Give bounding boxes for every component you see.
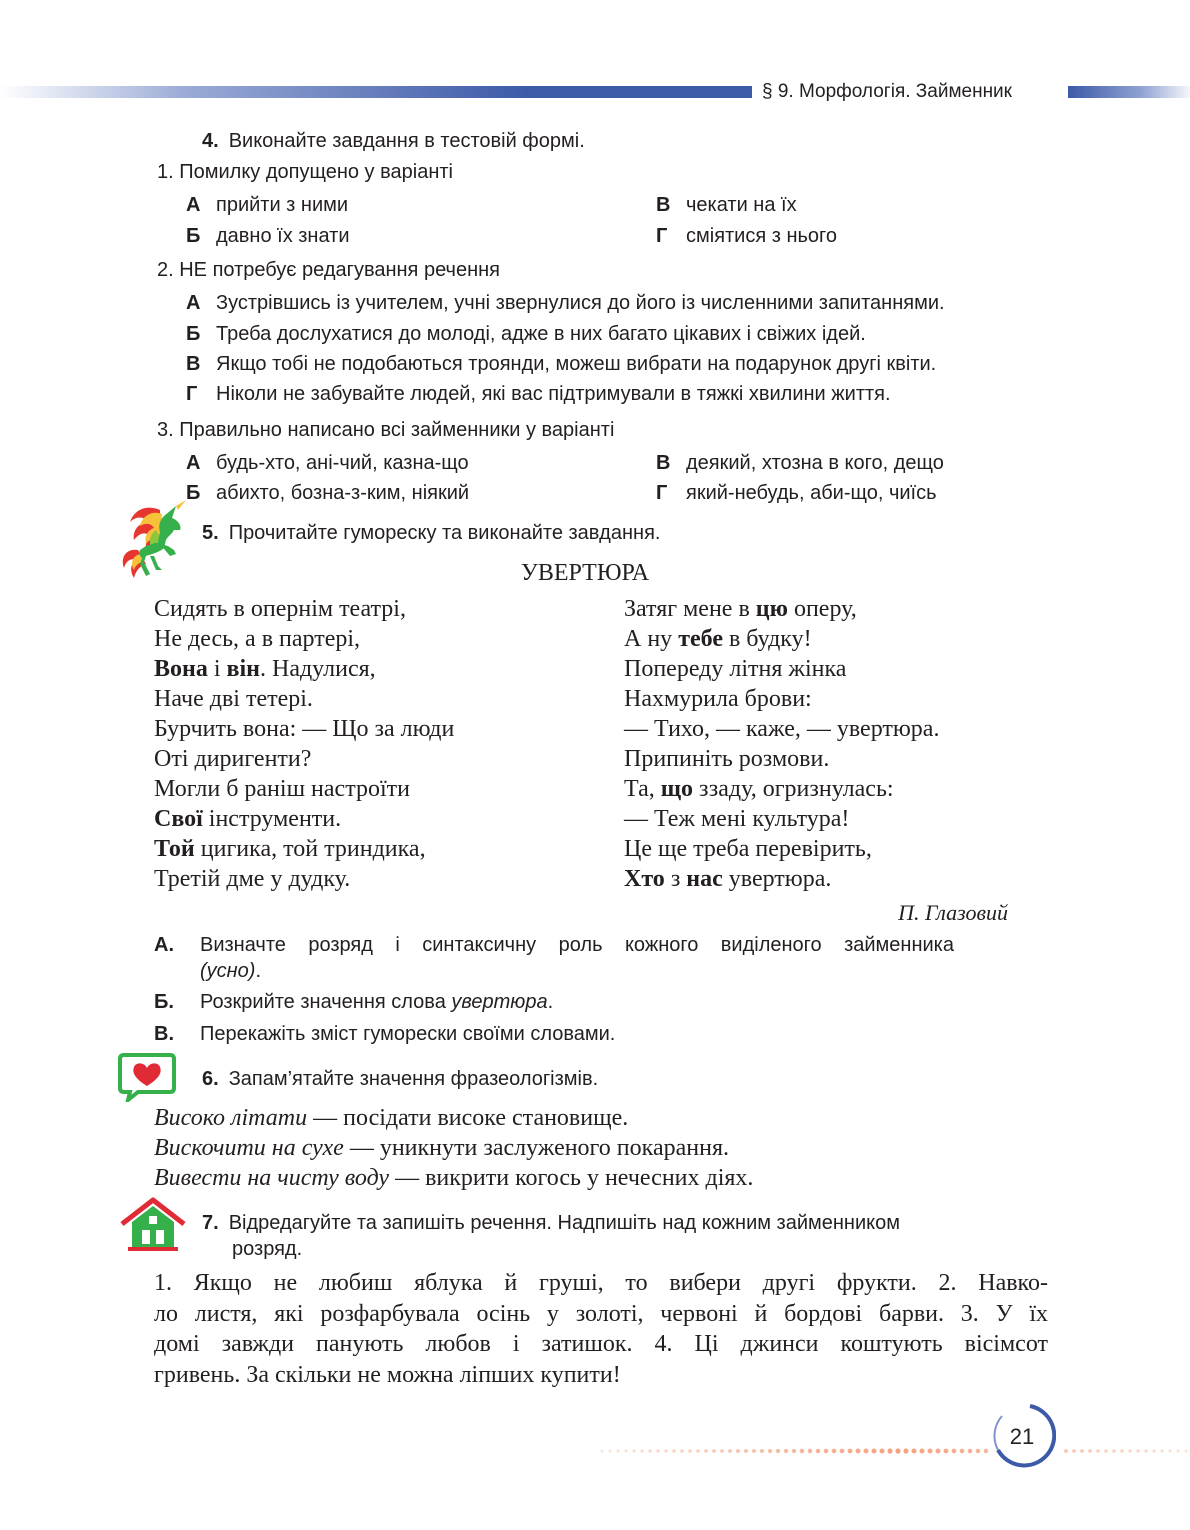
footer-dot [680, 1449, 683, 1452]
subtask-c: В. Перекажіть зміст гуморески своїми словами. [154, 1023, 616, 1045]
footer-dot [1072, 1449, 1076, 1453]
footer-dot [776, 1449, 780, 1453]
footer-dot [601, 1450, 604, 1453]
footer-dot [824, 1449, 829, 1454]
footer-dot [632, 1449, 635, 1452]
footer-dot [1104, 1449, 1108, 1453]
footer-dot [640, 1449, 643, 1452]
footer-dot [712, 1449, 716, 1453]
footer-dot [1112, 1449, 1115, 1452]
footer-dot [808, 1449, 813, 1454]
footer-dot [1128, 1449, 1131, 1452]
poem-line: Затяг мене в цю оперу, [624, 596, 857, 622]
question-1: 1. Помилку допущено у варіанті [157, 161, 453, 183]
header-bar-left [0, 86, 752, 98]
poem-line: Третій дме у дудку. [154, 866, 351, 892]
poem-line: А ну тебе в будку! [624, 626, 812, 652]
poem-right-column [624, 594, 939, 894]
phraseology-item: Вискочити на сухе — уникнути заслуженого покарання. [154, 1135, 729, 1161]
footer-dot [984, 1449, 989, 1454]
footer-dot [968, 1449, 973, 1454]
task-number: 6. [202, 1068, 219, 1090]
footer-dot [784, 1449, 788, 1453]
option: В деякий, хтозна в кого, дещо [656, 452, 944, 474]
footer-dot [1120, 1449, 1123, 1452]
footer-dot [1144, 1449, 1147, 1452]
poem-line: Припиніть розмови. [624, 746, 830, 772]
poem-line: Свої інструменти. [154, 806, 342, 832]
footer-dot [617, 1450, 620, 1453]
option: А Зустрівшись із учителем, учні звернулися до його із численними запитаннями. [186, 292, 945, 314]
poem-line: Та, що ззаду, огризнулась: [624, 776, 894, 802]
poem-author: П. Глазовий [898, 900, 1008, 925]
phraseology-item: Високо літати — посідати високе становище. [154, 1105, 629, 1131]
footer-dot [864, 1449, 869, 1454]
option: Б давно їх знати [186, 225, 350, 247]
phraseology-list [154, 1103, 753, 1193]
footer-dot [1152, 1449, 1155, 1452]
task-text: Виконайте завдання в тестовій формі. [228, 130, 585, 152]
house-icon [118, 1196, 188, 1252]
option: Г Ніколи не забувайте людей, які вас підтримували в тяжкі хвилини життя. [186, 383, 891, 405]
task-7-paragraph: 1. Якщо не любиш яблука й груші, то вибери другі фрукти. 2. Навко- ло листя, які розфарбувала осінь у золоті, червоні й бордові барви. 3. У їх домі завжди панують любов і затишок. 4. Ці джинси коштують вісімсот гривень. За скільки не можна ліпших купити! [154, 1270, 1048, 1388]
poem-line: Це ще треба перевірить, [624, 836, 872, 862]
footer-dot [672, 1449, 675, 1452]
poem-line: Не десь, а в партері, [154, 626, 361, 652]
poem-line: Могли б раніш настроїти [154, 776, 410, 802]
footer-dot [816, 1449, 821, 1454]
task-number: 7. [202, 1212, 219, 1234]
footer-dot [704, 1449, 708, 1453]
poem-line: Попереду літня жінка [624, 656, 847, 682]
task-text: Запам’ятайте значення фразеологізмів. [228, 1068, 599, 1090]
footer-dot [744, 1449, 748, 1453]
poem-line: Сидять в опернім театрі, [154, 596, 406, 622]
subtask-b: Б. Розкрийте значення слова увертюра. [154, 991, 554, 1013]
option: Г який-небудь, аби-що, чиїсь [656, 482, 937, 504]
footer-dot [624, 1449, 627, 1452]
footer-dot [664, 1449, 667, 1452]
poem-line: — Тихо, — каже, — увертюра. [624, 716, 940, 742]
poem-line: Оті диригенти? [154, 746, 312, 772]
footer-dot [648, 1449, 651, 1452]
poem-line: Вона і він. Надулися, [154, 656, 376, 682]
poem-line: Той цигика, той триндика, [154, 836, 426, 862]
footer-dot [944, 1449, 949, 1454]
footer-dot [928, 1449, 933, 1454]
poem-line: Наче дві тетері. [154, 686, 313, 712]
footer-dot [696, 1449, 700, 1453]
option: Г сміятися з нього [656, 225, 838, 247]
footer-dot [895, 1448, 900, 1453]
header-bar-right [1068, 86, 1190, 98]
footer-dot [872, 1449, 877, 1454]
footer-dot [800, 1449, 804, 1453]
footer-dot [609, 1450, 612, 1453]
footer-dot [768, 1449, 772, 1453]
poem-left-column [154, 594, 454, 894]
option: В чекати на їх [656, 194, 797, 216]
footer-dot [832, 1449, 837, 1454]
footer-dot [936, 1449, 941, 1454]
question-3: 3. Правильно написано всі займенники у варіанті [157, 419, 615, 441]
footer-dot [728, 1449, 732, 1453]
task-number: 4. [202, 130, 219, 152]
footer-dot [760, 1449, 764, 1453]
footer-dot [952, 1449, 957, 1454]
footer-dot [920, 1449, 925, 1454]
footer-dot [1096, 1449, 1100, 1453]
phraseology-item: Вивести на чисту воду — викрити когось у нечесних діях. [154, 1165, 754, 1191]
task-5-heading [202, 520, 660, 546]
subtask-a: А. Визначте розряд і синтаксичну роль кожного виділеного займенника (усно). [154, 934, 954, 982]
option: А прийти з ними [186, 194, 349, 216]
footer-dot [960, 1449, 965, 1454]
task-text: Прочитайте гумореску та виконайте завдання. [228, 522, 661, 544]
footer-dot [1064, 1449, 1068, 1453]
footer-dot [792, 1449, 796, 1453]
poem-line: Бурчить вона: — Що за люди [154, 716, 455, 742]
poem-line: Нахмурила брови: [624, 686, 812, 712]
footer-dots [598, 1446, 1190, 1456]
footer-dot [752, 1449, 756, 1453]
footer-dot [688, 1449, 692, 1453]
question-2: 2. НЕ потребує редагування речення [157, 259, 500, 281]
footer-dot [887, 1448, 892, 1453]
footer-dot [1080, 1449, 1084, 1453]
footer-dot [911, 1448, 916, 1453]
footer-dot [976, 1449, 981, 1454]
task-4-heading [202, 128, 585, 154]
footer-dot [879, 1448, 884, 1453]
footer-dot [656, 1449, 659, 1452]
option: Б Треба дослухатися до молоді, адже в них багато цікавих і свіжих ідей. [186, 323, 866, 345]
footer-dot [736, 1449, 740, 1453]
section-title: § 9. Морфологія. Займенник [762, 81, 1012, 102]
footer-dot [848, 1449, 853, 1454]
option: А будь-хто, ані-чий, казна-що [186, 452, 469, 474]
footer-dot [1185, 1450, 1188, 1453]
heart-speech-icon [118, 1052, 178, 1102]
poem-line: Хто з нас увертюра. [624, 866, 832, 892]
task-6-heading [202, 1066, 598, 1092]
footer-dot [1088, 1449, 1092, 1453]
option: В Якщо тобі не подобаються троянди, можеш вибрати на подарунок другі квіти. [186, 353, 937, 375]
page-number: 21 [1009, 1424, 1035, 1449]
footer-dot [840, 1449, 845, 1454]
footer-dot [903, 1448, 908, 1453]
footer-dot [1168, 1449, 1171, 1452]
footer-dot [1160, 1449, 1163, 1452]
footer-dot [1177, 1450, 1180, 1453]
poem-title: УВЕРТЮРА [520, 560, 650, 586]
task-7-heading: 7. Відредагуйте та запишіть речення. Надпишіть над кожним займенником розряд. [202, 1212, 900, 1260]
footer-dot [720, 1449, 724, 1453]
footer-dot [1136, 1449, 1139, 1452]
option: Б абихто, бозна-з-ким, ніякий [186, 482, 470, 504]
task-number: 5. [202, 522, 219, 544]
task-text: Відредагуйте та запишіть речення. Надпишіть над кожним займенником [228, 1212, 900, 1234]
footer-dot [856, 1449, 861, 1454]
poem-line: — Теж мені культура! [624, 806, 850, 832]
